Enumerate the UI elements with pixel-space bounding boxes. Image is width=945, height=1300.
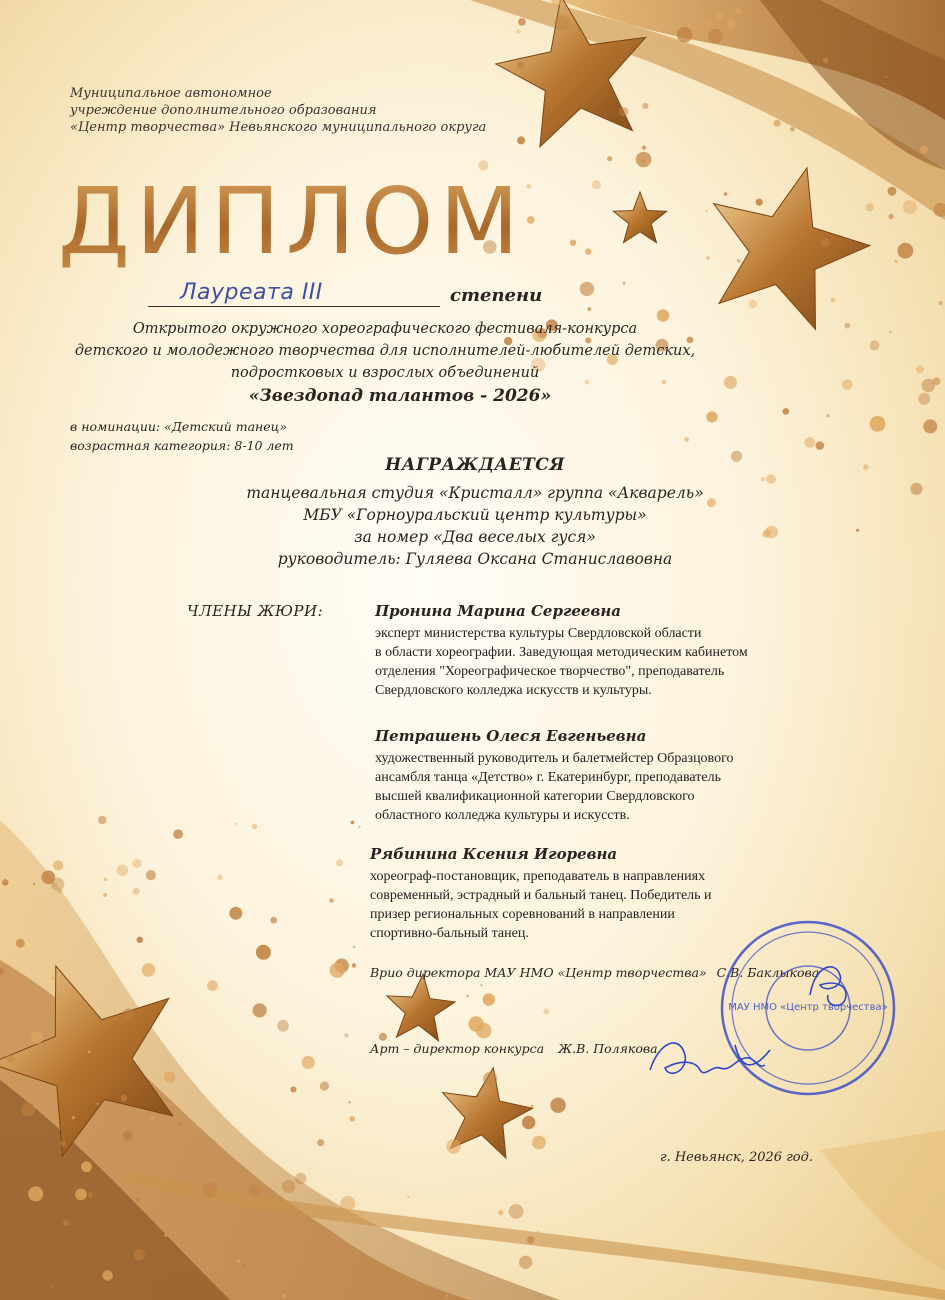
- decorative-dot: [358, 826, 360, 828]
- decorative-dot: [483, 1072, 497, 1086]
- decorative-dot: [554, 15, 569, 30]
- decorative-dot: [146, 870, 156, 880]
- decorative-dot: [336, 859, 343, 866]
- decorative-dot: [123, 1008, 134, 1019]
- decorative-dot: [522, 1116, 535, 1129]
- description-line: эксперт министерства культуры Свердловской области: [375, 626, 702, 641]
- organization-line: «Центр творчества» Невьянского муниципального округа: [70, 120, 487, 135]
- art-director-name: Ж.В. Полякова: [558, 1041, 658, 1056]
- decorative-dot: [446, 1295, 448, 1297]
- decorative-dot: [920, 145, 928, 153]
- decorative-dot: [527, 1236, 534, 1243]
- decorative-dot: [509, 1204, 524, 1219]
- decorative-dot: [348, 1101, 350, 1103]
- city-year: г. Невьянск, 2026 год.: [660, 1150, 813, 1165]
- decorative-dot: [724, 192, 728, 196]
- decorative-dot: [53, 860, 63, 870]
- director-name: С.В. Баклыкова: [716, 965, 820, 980]
- jury-member-description: [375, 624, 748, 700]
- director-title: Врио директора МАУ НМО «Центр творчества»: [370, 965, 707, 980]
- decorative-dot: [761, 477, 765, 481]
- awardee-line: руководитель: Гуляева Оксана Станиславовна: [277, 550, 673, 568]
- decorative-dot: [235, 823, 237, 825]
- decorative-dot: [737, 259, 741, 263]
- decorative-dot: [88, 1050, 91, 1053]
- decorative-dot: [137, 937, 143, 943]
- decorative-dot: [910, 483, 922, 495]
- decorative-dot: [543, 1008, 549, 1014]
- description-line: призер региональных соревнований в направлении: [370, 907, 675, 922]
- decorative-dot: [516, 29, 521, 34]
- decorative-dot: [282, 1294, 286, 1298]
- official-stamp: [718, 918, 898, 1098]
- diploma-title: ДИПЛОМ: [58, 168, 525, 275]
- decorative-dot: [526, 184, 531, 189]
- awardee-line: МБУ «Горноуральский центр культуры»: [303, 506, 647, 524]
- decorative-dot: [476, 1023, 492, 1039]
- decorative-star: [613, 192, 666, 243]
- decorative-dot: [217, 874, 223, 880]
- jury-member: [370, 845, 712, 943]
- decorative-dot: [623, 282, 626, 285]
- decorative-dot: [121, 1095, 128, 1102]
- decorative-dot: [21, 1103, 35, 1117]
- decorative-dot: [133, 1249, 145, 1261]
- decorative-dot: [483, 993, 495, 1005]
- art-director-title: Арт – директор конкурса: [370, 1041, 545, 1056]
- decorative-dot: [856, 529, 859, 532]
- festival-name: «Звездопад талантов - 2026»: [248, 386, 552, 406]
- decorative-dot: [253, 1003, 267, 1017]
- decorative-dot: [117, 865, 129, 877]
- jury-member-description: [370, 867, 712, 943]
- decorative-dot: [890, 156, 895, 161]
- decorative-dot: [237, 1259, 240, 1262]
- decorative-dot: [918, 393, 930, 405]
- description-line: хореограф-постановщик, преподаватель в направлениях: [370, 869, 706, 884]
- decorative-dot: [531, 1105, 534, 1108]
- decorative-dot: [359, 1212, 366, 1219]
- decorative-dot: [51, 976, 55, 980]
- decorative-dot: [532, 1136, 546, 1150]
- decorative-dot: [724, 376, 737, 389]
- decorative-dot: [863, 464, 868, 469]
- decorative-dot: [51, 1285, 54, 1288]
- decorative-dot: [923, 419, 937, 433]
- decorative-dot: [446, 1139, 460, 1153]
- decorative-dot: [842, 379, 853, 390]
- decorative-dot: [81, 1161, 92, 1172]
- nomination: в номинации: «Детский танец»: [70, 419, 288, 434]
- decorative-dot: [783, 408, 790, 415]
- decorative-dot: [142, 963, 155, 976]
- description-line: ансамбля танца «Детство» г. Екатеринбург, преподаватель: [375, 770, 721, 785]
- stamp-center-text: МАУ НМО «Центр творчества»: [728, 1002, 888, 1013]
- decorative-dot: [866, 203, 874, 211]
- jury-member: [375, 602, 748, 700]
- decorative-dot: [379, 1033, 387, 1041]
- decorative-dot: [519, 1256, 532, 1269]
- decorative-dot: [642, 146, 646, 150]
- decorative-dot: [706, 411, 717, 422]
- decorative-dot: [888, 214, 893, 219]
- decorative-star: [714, 168, 870, 330]
- jury-label: ЧЛЕНЫ ЖЮРИ:: [187, 602, 324, 620]
- decorative-dot: [102, 1270, 112, 1280]
- decorative-dot: [282, 1180, 295, 1193]
- jury-member: [375, 727, 733, 825]
- decorative-dot: [916, 365, 924, 373]
- decorative-dot: [831, 298, 835, 302]
- decorative-dot: [898, 243, 914, 259]
- decorative-dot: [132, 859, 141, 868]
- description-line: отделения "Хореографическое творчество", преподаватель: [375, 664, 725, 679]
- decorative-dot: [179, 1122, 183, 1126]
- decorative-dot: [329, 898, 334, 903]
- decorative-dot: [466, 995, 469, 998]
- decorative-dot: [706, 256, 710, 260]
- decorative-dot: [351, 821, 354, 824]
- decorative-dot: [33, 883, 35, 885]
- decorative-dot: [707, 21, 713, 27]
- decorative-dot: [592, 180, 601, 189]
- decorative-dot: [63, 1220, 69, 1226]
- decorative-dot: [277, 1020, 289, 1032]
- decorative-dot: [607, 156, 612, 161]
- decorative-dot: [845, 323, 851, 329]
- festival-line: Открытого окружного хореографического фестиваля-конкурса: [132, 321, 638, 337]
- degree-word: степени: [450, 285, 543, 306]
- decorative-dot: [518, 18, 526, 26]
- decorative-dot: [6, 1054, 14, 1062]
- decorative-dot: [317, 1139, 324, 1146]
- decorative-dot: [252, 824, 257, 829]
- awardee-line: танцевальная студия «Кристалл» группа «Акварель»: [246, 484, 704, 502]
- festival-line: подростковых и взрослых объединений: [230, 365, 540, 381]
- decorative-dot: [2, 879, 9, 886]
- decorative-dot: [98, 816, 106, 824]
- decorative-dot: [619, 107, 628, 116]
- decorative-dot: [870, 341, 880, 351]
- awardee-line: за номер «Два веселых гуся»: [354, 528, 596, 546]
- decorative-dot: [527, 216, 535, 224]
- decorative-dot: [716, 13, 723, 20]
- decorative-dot: [256, 945, 271, 960]
- nomination-block: [70, 417, 294, 455]
- decorative-dot: [748, 300, 757, 309]
- organization-block: [70, 85, 486, 136]
- decorative-dot: [642, 103, 648, 109]
- decorative-dot: [340, 1196, 355, 1211]
- decorative-dot: [320, 1081, 329, 1090]
- awards-heading: НАГРАЖДАЕТСЯ: [385, 455, 565, 475]
- decorative-dot: [173, 829, 183, 839]
- jury-member-name: Пронина Марина Сергеевна: [375, 602, 621, 620]
- jury-member-name: Рябинина Ксения Игоревна: [370, 845, 618, 863]
- decorative-dot: [344, 1033, 348, 1037]
- description-line: высшей квалификационной категории Свердловского: [375, 789, 695, 804]
- decorative-dot: [75, 1189, 87, 1201]
- decorative-dot: [31, 1031, 44, 1044]
- decorative-dot: [886, 76, 888, 78]
- organization-line: учреждение дополнительного образования: [70, 103, 377, 118]
- decorative-dot: [889, 331, 892, 334]
- decorative-dot: [823, 58, 829, 64]
- decorative-dot: [677, 27, 693, 43]
- decorative-dot: [103, 893, 107, 897]
- decorative-dot: [136, 1197, 140, 1201]
- decorative-dot: [826, 414, 829, 417]
- decorative-dot: [350, 1116, 355, 1121]
- decorative-dot: [249, 1184, 261, 1196]
- decorative-dot: [97, 1103, 99, 1105]
- decorative-dot: [481, 984, 483, 986]
- description-line: художественный руководитель и балетмейстер Образцового: [375, 751, 734, 766]
- decorative-dot: [888, 187, 897, 196]
- decorative-dot: [816, 441, 825, 450]
- decorative-dot: [353, 946, 356, 949]
- decorative-dot: [202, 1182, 218, 1198]
- decorative-dot: [903, 200, 917, 214]
- decorative-dot: [821, 238, 830, 247]
- decorative-star: [387, 974, 455, 1041]
- decorative-dot: [104, 878, 108, 882]
- decorative-dot: [133, 888, 140, 895]
- jury-member-name: Петрашень Олеся Евгеньевна: [375, 727, 647, 745]
- decorative-dot: [735, 8, 742, 15]
- decorative-dot: [164, 1234, 167, 1237]
- decorative-dot: [149, 1116, 155, 1122]
- decorative-dot: [537, 1231, 540, 1234]
- decorative-dot: [804, 437, 815, 448]
- decorative-dot: [60, 1140, 66, 1146]
- decorative-dot: [352, 963, 356, 967]
- decorative-dot: [580, 282, 594, 296]
- decorative-dot: [636, 152, 652, 168]
- awardee-block: [175, 482, 775, 570]
- decorative-dot: [241, 1264, 246, 1269]
- decorative-dot: [939, 301, 943, 305]
- decorative-dot: [88, 1192, 94, 1198]
- decorative-dot: [123, 1131, 133, 1141]
- decorative-dot: [330, 963, 345, 978]
- decorative-dot: [517, 136, 525, 144]
- decorative-dot: [302, 1056, 315, 1069]
- decorative-dot: [270, 917, 277, 924]
- decorative-dot: [51, 877, 64, 890]
- decorative-dot: [684, 437, 689, 442]
- decorative-dot: [207, 980, 218, 991]
- decorative-dot: [774, 120, 781, 127]
- description-line: областного колледжа культуры и искусств.: [375, 808, 630, 823]
- decorative-dot: [727, 20, 735, 28]
- decorative-dot: [706, 210, 708, 212]
- description-line: спортивно-бальный танец.: [370, 926, 529, 941]
- organization-line: Муниципальное автономное: [70, 86, 272, 101]
- decorative-dot: [498, 1210, 503, 1215]
- age-category: возрастная категория: 8-10 лет: [70, 438, 294, 453]
- decorative-dot: [894, 260, 897, 263]
- decorative-dot: [16, 939, 25, 948]
- decorative-dot: [790, 127, 794, 131]
- decorative-dot: [517, 62, 524, 69]
- decorative-dot: [72, 1116, 76, 1120]
- decorative-dot: [870, 416, 886, 432]
- decorative-dot: [550, 1098, 565, 1113]
- art-director-signature-line: [370, 1041, 658, 1056]
- description-line: в области хореографии. Заведующая методическим кабинетом: [375, 645, 748, 660]
- decorative-dot: [585, 248, 592, 255]
- description-line: современный, эстрадный и бальный танец. Победитель и: [370, 888, 712, 903]
- festival-line: детского и молодежного творчества для исполнителей-любителей детских,: [74, 343, 696, 359]
- decorative-dot: [229, 907, 242, 920]
- decorative-dot: [164, 1071, 175, 1082]
- degree-handwritten: Лауреата III: [180, 280, 323, 305]
- decorative-dot: [290, 1086, 296, 1092]
- decorative-dot: [407, 1196, 409, 1198]
- decorative-dot: [295, 1173, 307, 1185]
- decorative-dot: [570, 240, 576, 246]
- decorative-dot: [28, 1186, 43, 1201]
- decorative-dot: [756, 199, 763, 206]
- decorative-dot: [933, 377, 941, 385]
- jury-member-description: [375, 749, 733, 825]
- description-line: Свердловского колледжа искусств и культуры.: [375, 683, 652, 698]
- festival-description: [55, 318, 715, 384]
- decorative-dot: [587, 307, 591, 311]
- decorative-dot: [708, 29, 722, 43]
